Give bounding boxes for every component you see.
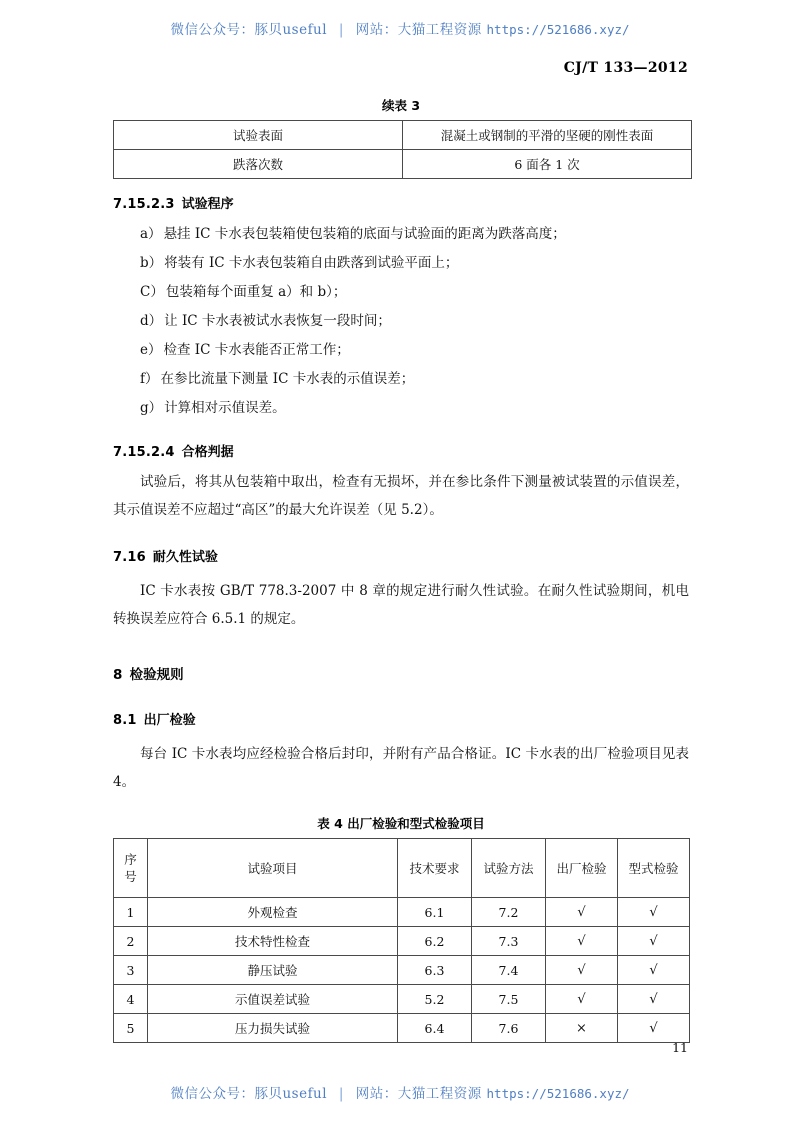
table4-row3-method: 7.5 [472, 985, 546, 1014]
table3-row1-value: 6 面各 1 次 [403, 150, 692, 179]
table-row [114, 1014, 690, 1043]
table4-row1-requirement: 6.2 [398, 927, 472, 956]
heading-number: 7.16 [113, 550, 146, 565]
watermark-url: https://521686.xyz/ [486, 22, 630, 37]
table-row [114, 956, 690, 985]
heading-number: 8 [113, 667, 123, 683]
list-item-marker: b） [140, 255, 163, 271]
heading-number: 7.15.2.4 [113, 445, 175, 460]
table-row [114, 927, 690, 956]
watermark-url: https://521686.xyz/ [486, 1086, 630, 1101]
table4-row2-requirement: 6.3 [398, 956, 472, 985]
list-item-marker: d） [140, 313, 163, 329]
heading-number: 7.15.2.3 [113, 197, 175, 212]
table4-row2-factory: √ [546, 956, 618, 985]
table4-row1-type: √ [618, 927, 690, 956]
list-item-text: 让 IC 卡水表被试水表恢复一段时间； [164, 313, 391, 329]
table3-row1-label: 跌落次数 [114, 150, 403, 179]
table4-row4-seq: 5 [114, 1014, 148, 1043]
heading-7-15-2-4 [113, 441, 689, 460]
list-item-text: 检查 IC 卡水表能否正常工作； [163, 342, 350, 358]
heading-8 [113, 663, 689, 683]
list-item [113, 307, 689, 336]
list-item-text: 计算相对示值误差。 [164, 400, 286, 416]
watermark-footer [0, 1082, 800, 1102]
table4-row3-seq: 4 [114, 985, 148, 1014]
watermark-separator: | [338, 1086, 344, 1102]
table4-row0-seq: 1 [114, 898, 148, 927]
table4-row1-seq: 2 [114, 927, 148, 956]
table4-row4-item: 压力损失试验 [148, 1014, 398, 1043]
list-item-text: 将装有 IC 卡水表包装箱自由跌落到试验平面上； [164, 255, 459, 271]
table4-caption: 表 4 出厂检验和型式检验项目 [317, 816, 485, 831]
table4 [113, 838, 690, 1043]
heading-title: 耐久性试验 [152, 550, 218, 565]
list-item [113, 336, 689, 365]
list-item [113, 365, 689, 394]
table4-row4-method: 7.6 [472, 1014, 546, 1043]
table4-row0-type: √ [618, 898, 690, 927]
heading-7-16 [113, 546, 689, 565]
table-row [114, 121, 692, 150]
table4-header-seq-line2: 号 [124, 869, 137, 884]
paragraph-8-1: 每台 IC 卡水表均应经检验合格后封印，并附有产品合格证。IC 卡水表的出厂检验项目见表 4。 [113, 746, 689, 790]
watermark-site-label: 网站：大猫工程资源 [355, 1086, 482, 1102]
table4-row1-method: 7.3 [472, 927, 546, 956]
list-item [113, 220, 689, 249]
heading-8-1 [113, 709, 689, 728]
heading-title: 出厂检验 [143, 713, 196, 728]
watermark-separator: | [338, 22, 344, 38]
watermark-wechat-label: 微信公众号：豚贝useful [170, 22, 328, 38]
table3-caption: 续表 3 [381, 98, 421, 113]
table4-row0-requirement: 6.1 [398, 898, 472, 927]
heading-number: 8.1 [113, 713, 137, 728]
watermark-site-label: 网站：大猫工程资源 [355, 22, 482, 38]
table3-row0-label: 试验表面 [114, 121, 403, 150]
table-row [114, 985, 690, 1014]
table4-header-seq-line1: 序 [124, 852, 137, 867]
table4-row2-item: 静压试验 [148, 956, 398, 985]
heading-title: 试验程序 [181, 197, 234, 212]
list-item-marker: e） [140, 342, 162, 358]
paragraph-7-15-2-4: 试验后，将其从包装箱中取出，检查有无损坏，并在参比条件下测量被试装置的示值误差，其示值误差不应超过“高区”的最大允许误差（见 5.2）。 [113, 474, 689, 518]
table4-header-seq [114, 839, 148, 898]
list-item [113, 249, 689, 278]
table3 [113, 120, 692, 179]
table4-header-method: 试验方法 [472, 839, 546, 898]
page-number: 11 [672, 1040, 688, 1055]
list-item-marker: g） [140, 400, 163, 416]
document-content [113, 96, 689, 1043]
heading-title: 合格判据 [181, 445, 234, 460]
watermark-header [0, 18, 800, 38]
table4-row2-seq: 3 [114, 956, 148, 985]
watermark-wechat-label: 微信公众号：豚贝useful [170, 1086, 328, 1102]
table4-row3-factory: √ [546, 985, 618, 1014]
table4-row3-requirement: 5.2 [398, 985, 472, 1014]
table4-row4-requirement: 6.4 [398, 1014, 472, 1043]
paragraph-7-16: IC 卡水表按 GB/T 778.3-2007 中 8 章的规定进行耐久性试验。在耐久性试验期间，机电转换误差应符合 6.5.1 的规定。 [113, 583, 689, 627]
list-item [113, 278, 689, 307]
list-item-marker: a） [140, 226, 162, 242]
table4-row4-type: √ [618, 1014, 690, 1043]
table4-header-row [114, 839, 690, 898]
table4-row3-type: √ [618, 985, 690, 1014]
table4-row0-item: 外观检查 [148, 898, 398, 927]
list-item-text: 在参比流量下测量 IC 卡水表的示值误差； [160, 371, 415, 387]
list-item-text: 包装箱每个面重复 a）和 b）； [165, 284, 347, 300]
table4-row3-item: 示值误差试验 [148, 985, 398, 1014]
list-item [113, 394, 689, 423]
table4-header-factory: 出厂检验 [546, 839, 618, 898]
list-item-text: 悬挂 IC 卡水表包装箱使包装箱的底面与试验面的距离为跌落高度； [163, 226, 566, 242]
list-item-marker: f） [140, 371, 159, 387]
heading-title: 检验规则 [129, 667, 184, 683]
table-row [114, 898, 690, 927]
table4-row1-factory: √ [546, 927, 618, 956]
table4-header-type: 型式检验 [618, 839, 690, 898]
standard-number: CJ/T 133—2012 [563, 60, 688, 76]
table4-row0-method: 7.2 [472, 898, 546, 927]
procedure-list-7-15-2-3 [113, 220, 689, 423]
table4-row0-factory: √ [546, 898, 618, 927]
table4-row1-item: 技术特性检查 [148, 927, 398, 956]
table4-row4-factory: × [546, 1014, 618, 1043]
heading-7-15-2-3 [113, 193, 689, 212]
table4-row2-method: 7.4 [472, 956, 546, 985]
table4-header-requirement: 技术要求 [398, 839, 472, 898]
table4-header-item: 试验项目 [148, 839, 398, 898]
list-item-marker: C） [140, 284, 164, 300]
table3-row0-value: 混凝土或钢制的平滑的坚硬的刚性表面 [403, 121, 692, 150]
table4-row2-type: √ [618, 956, 690, 985]
table-row [114, 150, 692, 179]
